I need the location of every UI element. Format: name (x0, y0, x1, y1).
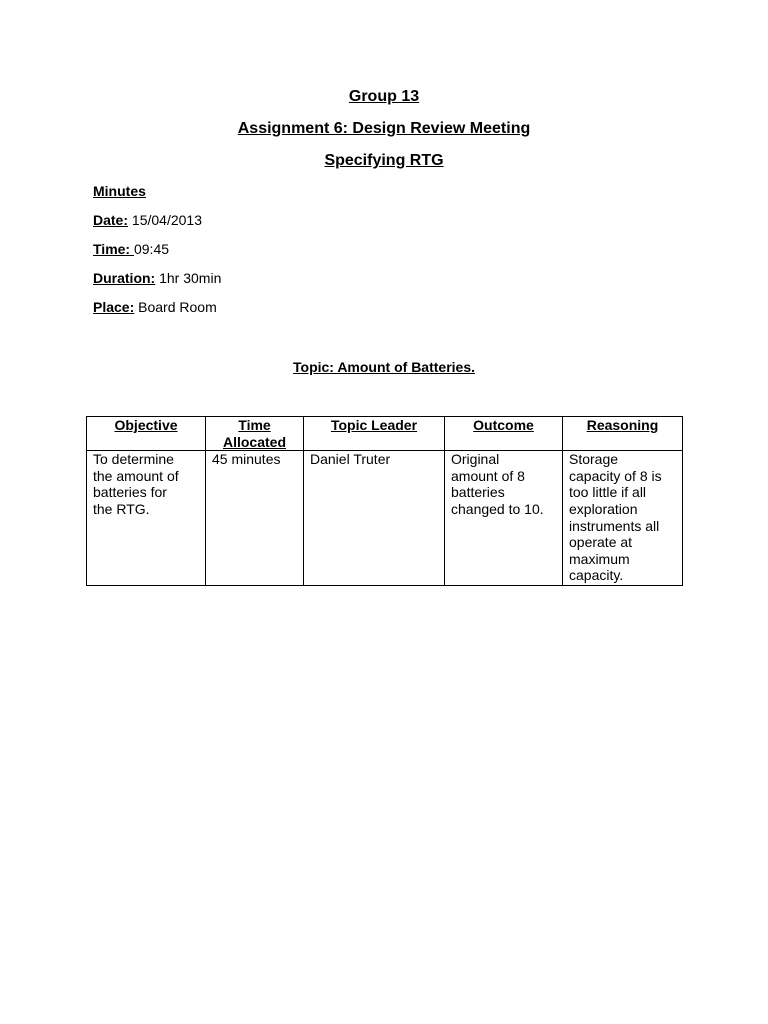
time-value: 09:45 (133, 241, 170, 257)
cell-reasoning: Storage capacity of 8 is too little if all exploration instruments all operate at maximum capacity. (563, 451, 683, 586)
document-title-group: Group 13 (348, 88, 420, 105)
header-time-allocated: Time Allocated (206, 417, 304, 451)
duration-label: Duration: (93, 270, 156, 286)
table-header-row (87, 417, 683, 451)
table-row (87, 451, 683, 586)
meeting-time (93, 240, 169, 258)
time-label: Time: (93, 241, 134, 257)
place-value: Board Room (134, 299, 217, 315)
date-label: Date: (93, 212, 129, 228)
minutes-heading (93, 182, 146, 200)
duration-value: 1hr 30min (155, 270, 222, 286)
cell-topic-leader: Daniel Truter (304, 451, 445, 586)
date-value: 15/04/2013 (128, 212, 202, 228)
cell-time-allocated: 45 minutes (206, 451, 304, 586)
meeting-duration (93, 269, 221, 287)
header-objective: Objective (87, 417, 206, 451)
place-label: Place: (93, 299, 135, 315)
cell-objective: To determine the amount of batteries for the RTG. (87, 451, 206, 586)
minutes-table (86, 416, 683, 586)
meeting-date (93, 211, 202, 229)
document-title-assignment: Assignment 6: Design Review Meeting (237, 120, 531, 137)
header-reasoning: Reasoning (563, 417, 683, 451)
header-outcome: Outcome (445, 417, 563, 451)
header-topic-leader: Topic Leader (304, 417, 445, 451)
minutes-label: Minutes (93, 183, 146, 199)
topic-heading: Topic: Amount of Batteries. (293, 359, 475, 375)
meeting-place (93, 298, 217, 316)
document-title-subject: Specifying RTG (324, 152, 444, 169)
cell-outcome: Original amount of 8 batteries changed to 10. (445, 451, 563, 586)
